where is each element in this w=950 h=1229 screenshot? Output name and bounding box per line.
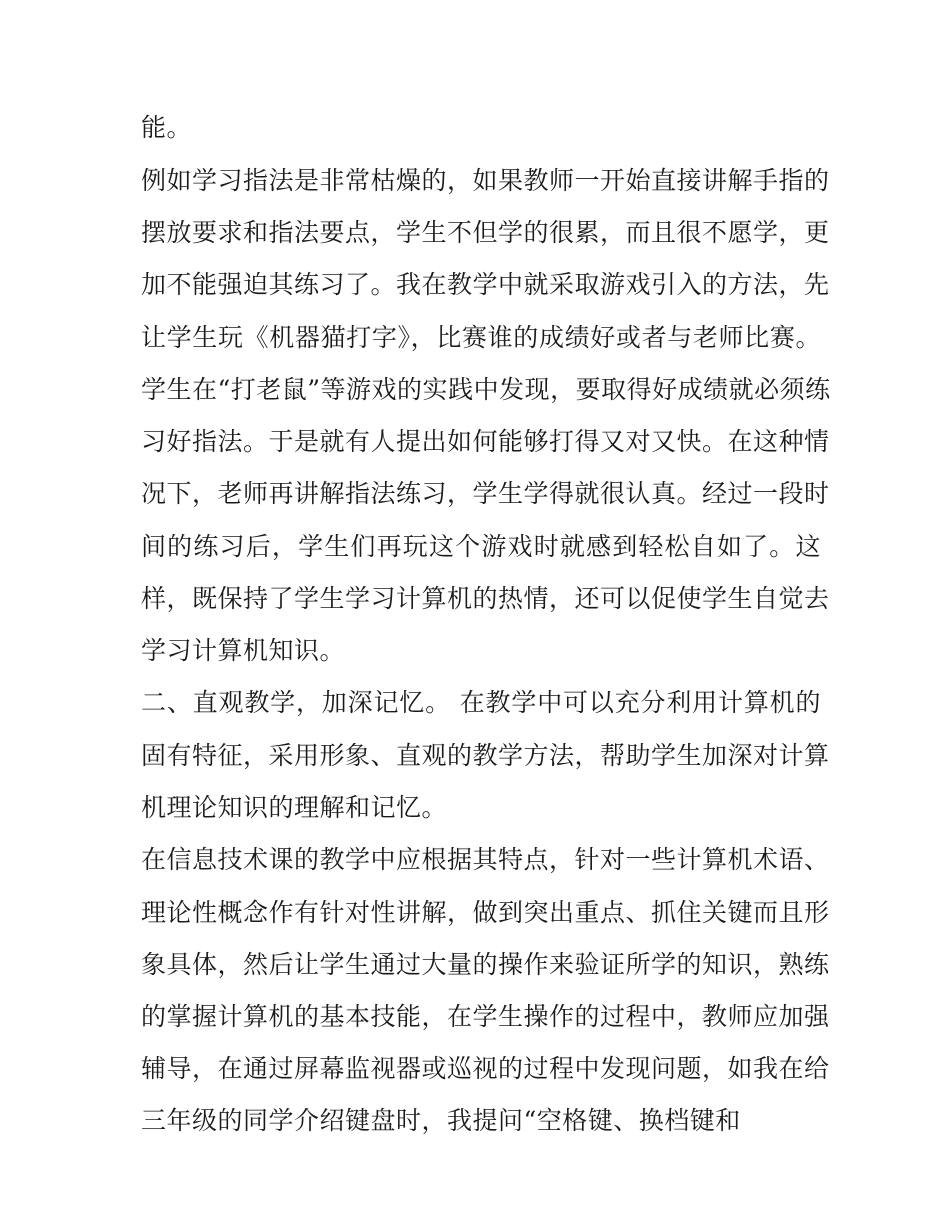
text-line: 学生在“打老鼠”等游戏的实践中发现，要取得好成绩就必须练 (141, 375, 831, 404)
text-line: 固有特征，采用形象、直观的教学方法，帮助学生加深对计算 (141, 741, 830, 770)
section-heading-line: 二、直观教学，加深记忆。 在教学中可以充分利用计算机的 (141, 688, 821, 717)
text-line: 在信息技术课的教学中应根据其特点，针对一些计算机术语、 (141, 845, 830, 874)
text-line: 让学生玩《机器猫打字》，比赛谁的成绩好或者与老师比赛。 (141, 323, 821, 352)
text-line: 例如学习指法是非常枯燥的，如果教师一开始直接讲解手指的 (141, 166, 830, 195)
text-line: 加不能强迫其练习了。我在教学中就采取游戏引入的方法，先 (141, 270, 830, 299)
text-line: 象具体，然后让学生通过大量的操作来验证所学的知识，熟练 (141, 950, 830, 979)
text-line: 的掌握计算机的基本技能，在学生操作的过程中，教师应加强 (141, 1002, 830, 1031)
text-line: 能。 (141, 113, 193, 142)
text-line: 间的练习后，学生们再玩这个游戏时就感到轻松自如了。这 (141, 532, 821, 561)
text-line: 样，既保持了学生学习计算机的热情，还可以促使学生自觉去 (141, 584, 830, 613)
text-line: 学习计算机知识。 (141, 636, 346, 665)
text-line: 三年级的同学介绍键盘时，我提问“空格键、换档键和 (141, 1106, 741, 1135)
text-line: 机理论知识的理解和记忆。 (141, 793, 448, 822)
text-line: 理论性概念作有针对性讲解，做到突出重点、抓住关键而且形 (141, 898, 830, 927)
text-line: 况下，老师再讲解指法练习，学生学得就很认真。经过一段时 (141, 479, 830, 508)
text-line: 摆放要求和指法要点，学生不但学的很累，而且很不愿学，更 (141, 218, 830, 247)
text-line: 习好指法。于是就有人提出如何能够打得又对又快。在这种情 (141, 427, 830, 456)
text-line: 辅导，在通过屏幕监视器或巡视的过程中发现问题，如我在给 (141, 1054, 830, 1083)
